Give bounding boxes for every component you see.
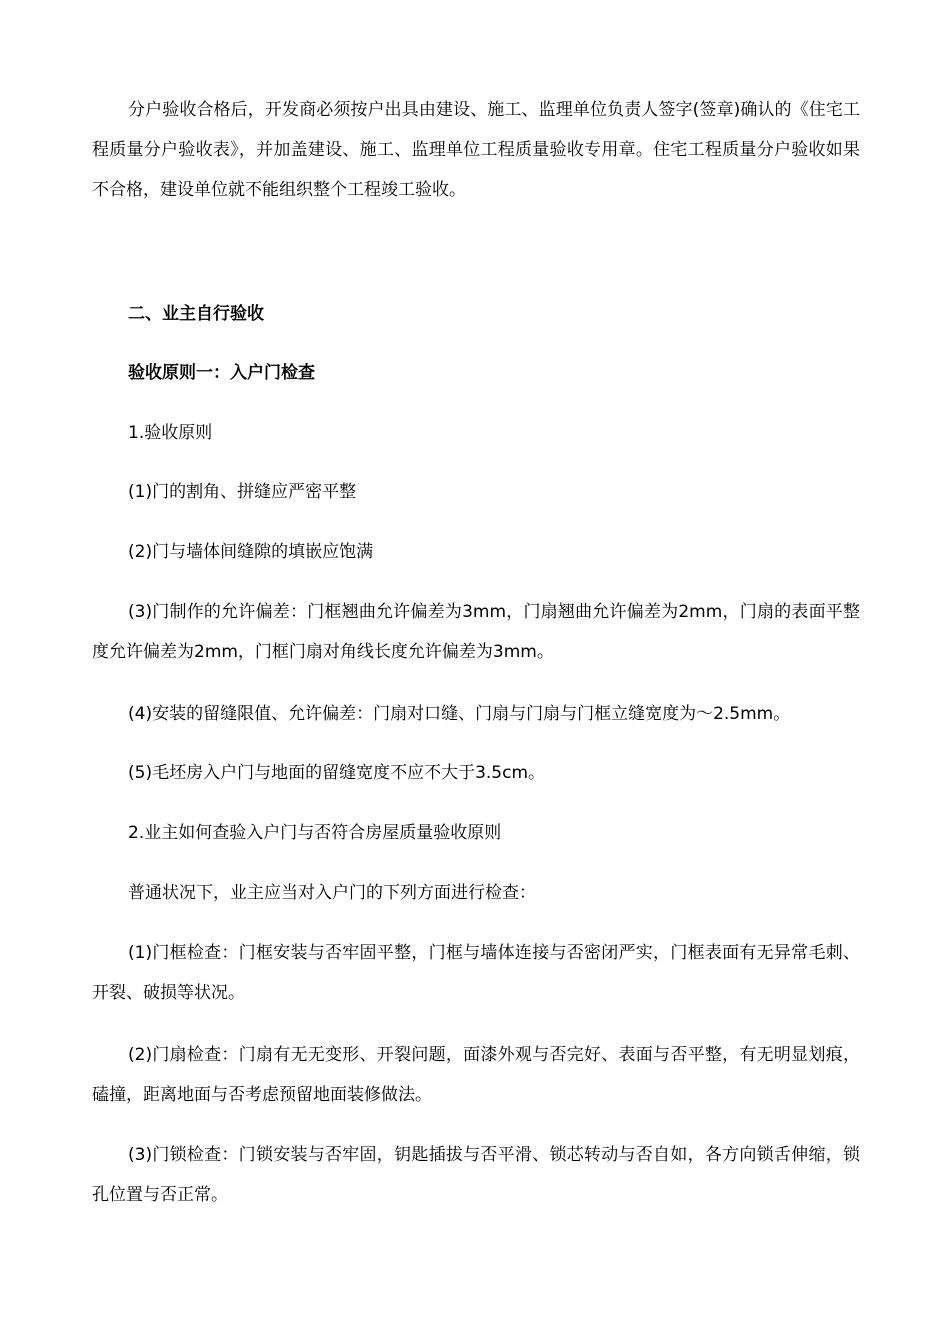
section-heading: 二、业主自行验收 [128,304,264,324]
inspection-intro: 普通状况下，业主应当对入户门的下列方面进行检查： [128,883,536,903]
subheading-acceptance-principles: 1.验收原则 [128,423,213,443]
list-item: (3)门锁检查：门锁安装与否牢固，钥匙插拔与否平滑、锁芯转动与否自如，各方向锁舌伸缩，锁孔位置与否正常。 [92,1145,860,1205]
list-item: (3)门制作的允许偏差：门框翘曲允许偏差为3mm，门扇翘曲允许偏差为2mm，门扇的表面平整度允许偏差为2mm，门框门扇对角线长度允许偏差为3mm。 [92,602,860,662]
list-item: (4)安装的留缝限值、允许偏差：门扇对口缝、门扇与门扇与门框立缝宽度为～2.5mm。 [128,704,791,724]
subsection-heading: 验收原则一：入户门检查 [128,363,315,383]
list-item: (2)门扇检查：门扇有无无变形、开裂问题，面漆外观与否完好、表面与否平整，有无明显划痕，磕撞，距离地面与否考虑预留地面装修做法。 [92,1045,860,1105]
list-item: (2)门与墙体间缝隙的填嵌应饱满 [128,542,374,562]
list-item: (1)门框检查：门框安装与否牢固平整，门框与墙体连接与否密闭严实，门框表面有无异常毛刺、开裂、破损等状况。 [92,943,860,1003]
intro-paragraph: 分户验收合格后，开发商必须按户出具由建设、施工、监理单位负责人签字(签章)确认的《住宅工程质量分户验收表》，并加盖建设、施工、监理单位工程质量验收专用章。住宅工程质量分户验收如果不合格，建设单位就不能组织整个工程竣工验收。 [92,100,860,200]
list-item: (5)毛坯房入户门与地面的留缝宽度不应不大于3.5cm。 [128,763,546,783]
list-item: (1)门的割角、拼缝应严密平整 [128,482,357,502]
subheading-owner-inspection: 2.业主如何查验入户门与否符合房屋质量验收原则 [128,823,502,843]
